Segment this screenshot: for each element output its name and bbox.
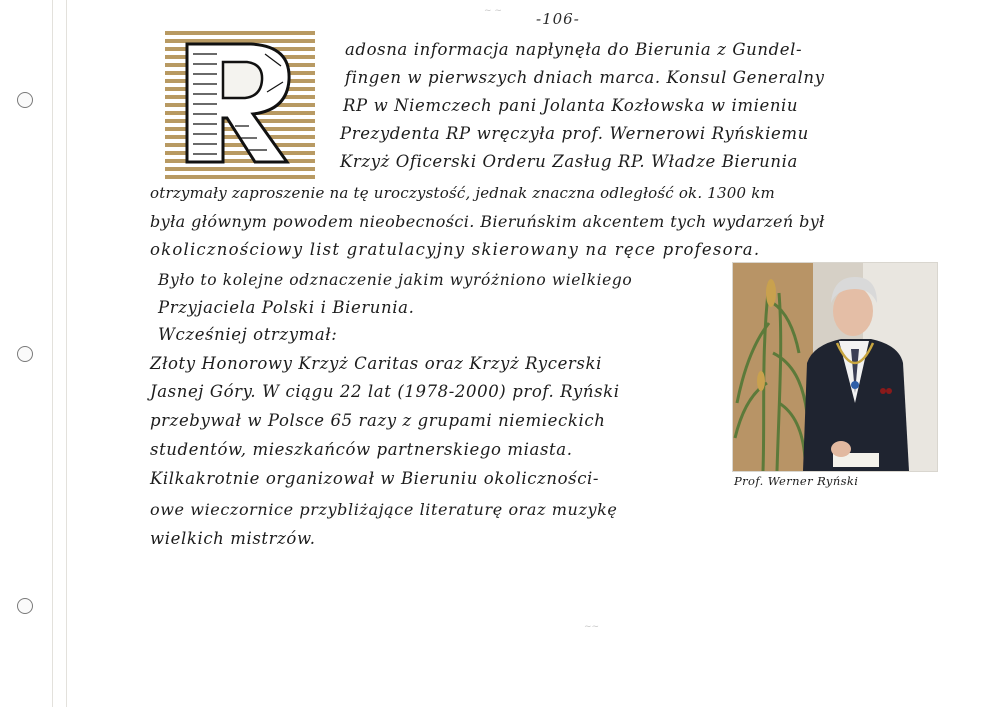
punch-hole (17, 346, 33, 362)
initial-letter-graphic (165, 30, 315, 180)
text-line: przebywał w Polsce 65 razy z grupami niemieckich (150, 411, 606, 430)
text-line: studentów, mieszkańców partnerskiego miasta. (150, 440, 573, 459)
margin-line (52, 0, 53, 707)
text-line: była głównym powodem nieobecności. Bieruńskim akcentem tych wydarzeń był (150, 212, 825, 231)
margin-line (66, 0, 67, 707)
text-line: Kilkakrotnie organizował w Bieruniu okoliczności- (150, 469, 600, 488)
text-line: Prezydenta RP wręczyła prof. Wernerowi Ryńskiemu (340, 124, 809, 143)
faint-mark: ~ ~ (484, 6, 502, 16)
text-line: Było to kolejne odznaczenie jakim wyróżniono wielkiego (158, 271, 633, 289)
text-line: RP w Niemczech pani Jolanta Kozłowska w imieniu (343, 96, 799, 115)
text-line: Jasnej Góry. W ciągu 22 lat (1978-2000) prof. Ryński (150, 382, 620, 401)
decorative-initial (165, 30, 315, 180)
text-line: okolicznościowy list gratulacyjny skierowany na ręce profesora. (150, 240, 761, 259)
text-line: Przyjaciela Polski i Bierunia. (158, 298, 415, 317)
text-line: fingen w pierwszych dniach marca. Konsul Generalny (345, 68, 825, 87)
text-line: adosna informacja napłynęła do Bierunia z Gundel- (345, 40, 803, 59)
punch-hole (17, 598, 33, 614)
portrait-illustration (733, 263, 937, 471)
text-line: otrzymały zaproszenie na tę uroczystość, jednak znaczna odległość ok. 1300 km (150, 184, 775, 202)
text-line: owe wieczornice przybliżające literaturę oraz muzykę (150, 500, 618, 519)
faint-mark: ~~ (584, 622, 600, 632)
text-line: wielkich mistrzów. (150, 529, 316, 548)
text-line: Wcześniej otrzymał: (158, 325, 338, 344)
text-line: Złoty Honorowy Krzyż Caritas oraz Krzyż Rycerski (150, 354, 602, 373)
punch-hole (17, 92, 33, 108)
photo-caption: Prof. Werner Ryński (734, 474, 859, 488)
page-number: -106- (536, 10, 580, 28)
text-line: Krzyż Oficerski Orderu Zasług RP. Władze Bierunia (340, 152, 798, 171)
professor-photo (732, 262, 938, 472)
